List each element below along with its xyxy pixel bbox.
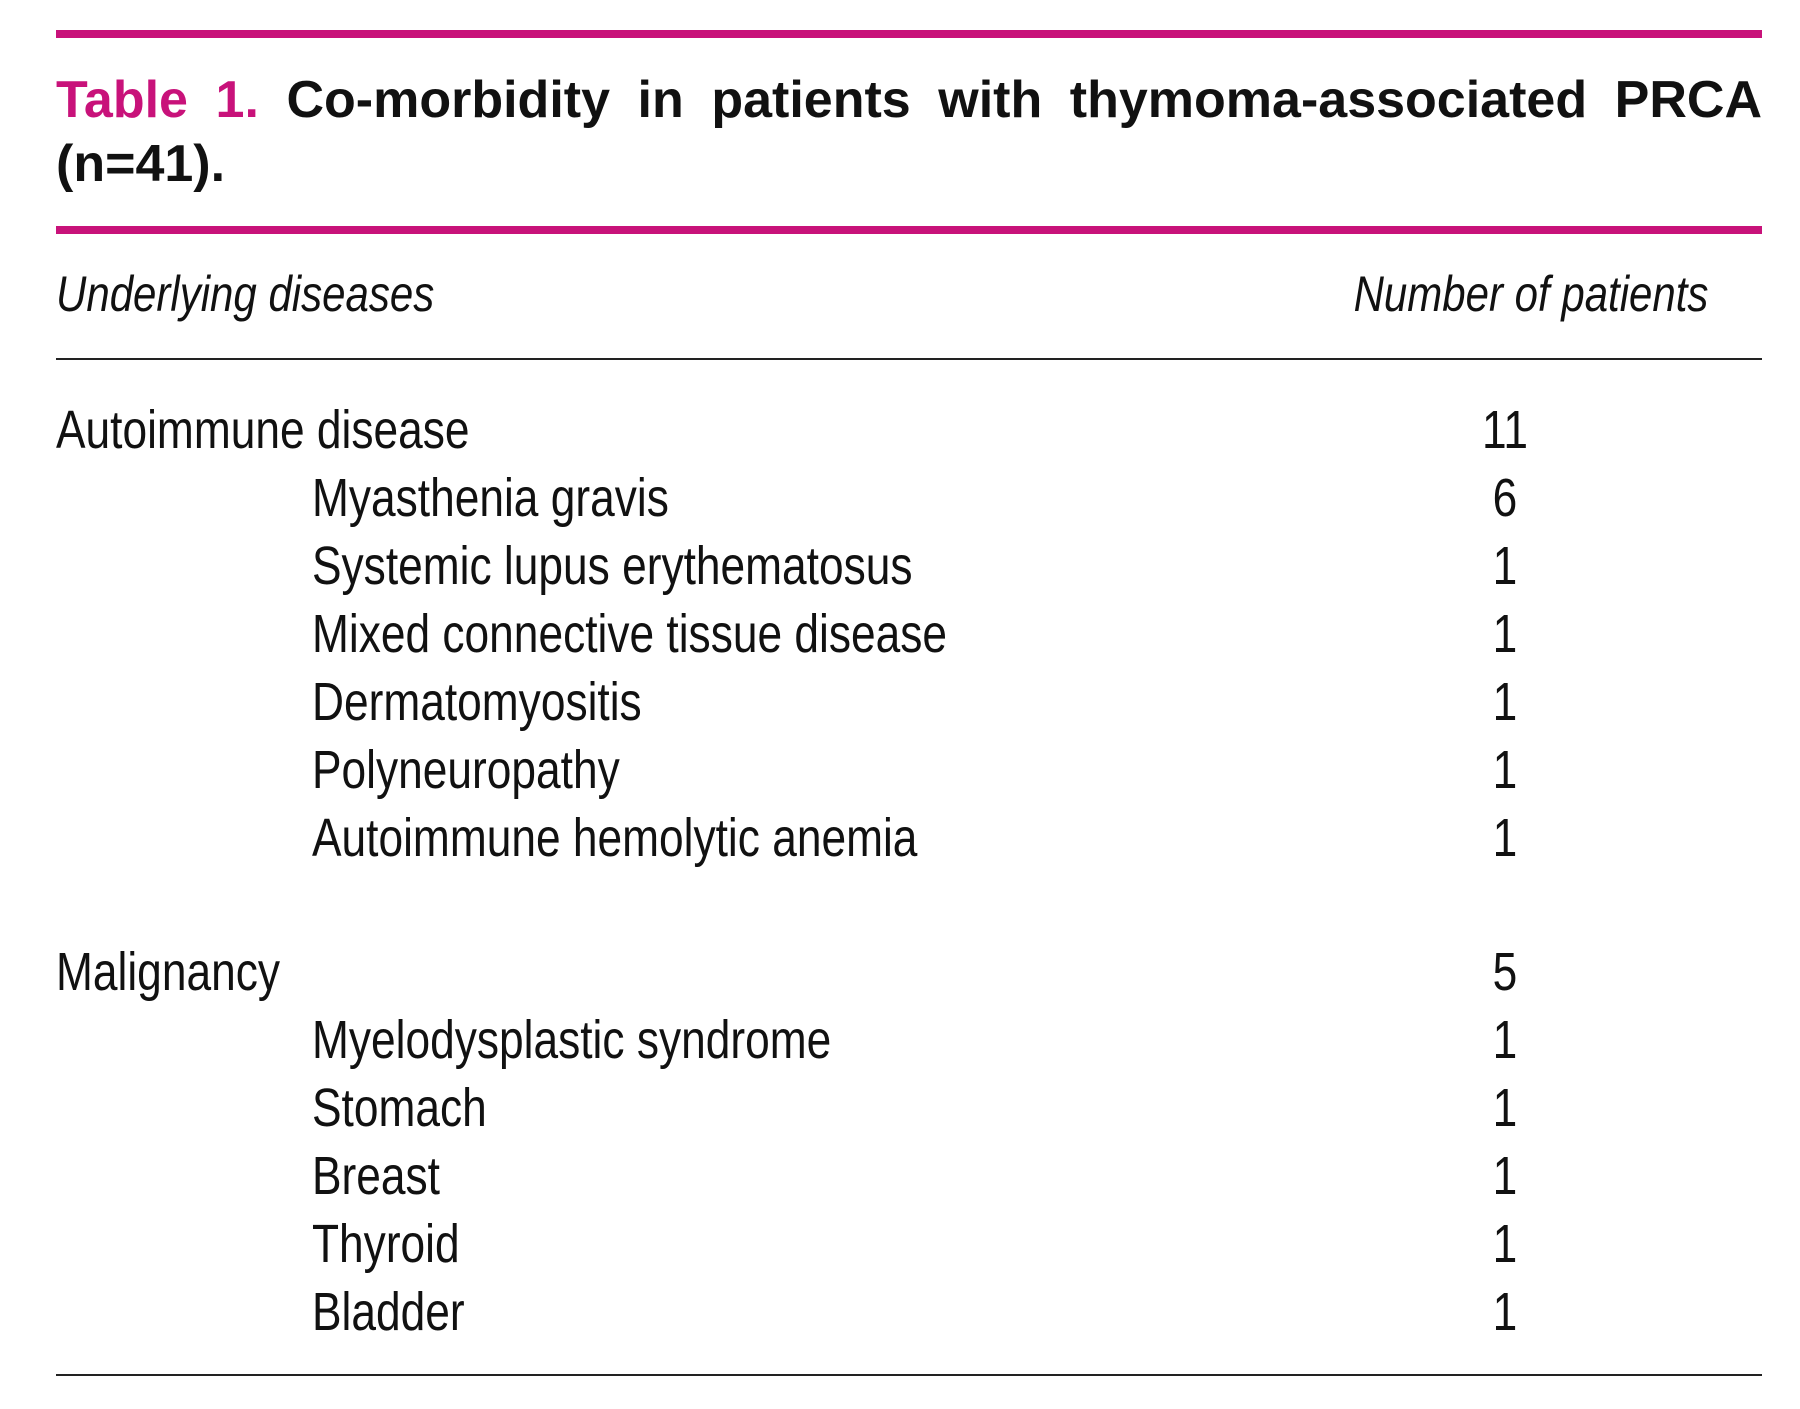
row-count: 1 bbox=[1492, 604, 1518, 664]
table-row bbox=[0, 600, 1800, 668]
column-header-diseases: Underlying diseases bbox=[56, 266, 435, 322]
top-accent-rule bbox=[56, 30, 1762, 38]
table-row bbox=[0, 1006, 1800, 1074]
row-count: 1 bbox=[1492, 740, 1518, 800]
group-count: 11 bbox=[1482, 400, 1528, 460]
row-label: Mixed connective tissue disease bbox=[312, 604, 948, 664]
row-label: Autoimmune hemolytic anemia bbox=[312, 808, 918, 868]
row-count: 1 bbox=[1492, 1214, 1518, 1274]
group-row-malignancy bbox=[0, 938, 1800, 1006]
table-row bbox=[0, 464, 1800, 532]
group-row-autoimmune bbox=[0, 396, 1800, 464]
table-row bbox=[0, 736, 1800, 804]
table-caption bbox=[56, 68, 1762, 196]
caption-bottom-rule bbox=[56, 226, 1762, 234]
row-label: Polyneuropathy bbox=[312, 740, 620, 800]
header-rule bbox=[56, 358, 1762, 360]
group-count: 5 bbox=[1492, 942, 1518, 1002]
column-header-count: Number of patients bbox=[1353, 266, 1708, 322]
row-label: Stomach bbox=[312, 1078, 487, 1138]
table-row bbox=[0, 668, 1800, 736]
row-label: Bladder bbox=[312, 1282, 465, 1342]
group-label: Autoimmune disease bbox=[56, 400, 470, 460]
row-count: 1 bbox=[1492, 672, 1518, 732]
table-row bbox=[0, 1074, 1800, 1142]
table-row bbox=[0, 1210, 1800, 1278]
row-label: Thyroid bbox=[312, 1214, 460, 1274]
row-count: 1 bbox=[1492, 1282, 1518, 1342]
table-row bbox=[0, 532, 1800, 600]
row-count: 1 bbox=[1492, 1146, 1518, 1206]
row-count: 1 bbox=[1492, 1078, 1518, 1138]
row-count: 1 bbox=[1492, 808, 1518, 868]
row-count: 1 bbox=[1492, 536, 1518, 596]
table-row bbox=[0, 804, 1800, 872]
table-title: Co-morbidity in patients with thymoma-associated PRCA (n=41). bbox=[56, 71, 1762, 193]
row-label: Myelodysplastic syndrome bbox=[312, 1010, 832, 1070]
row-label: Systemic lupus erythematosus bbox=[312, 536, 913, 596]
row-label: Myasthenia gravis bbox=[312, 468, 669, 528]
row-label: Breast bbox=[312, 1146, 440, 1206]
bottom-rule bbox=[56, 1374, 1762, 1376]
row-label: Dermatomyositis bbox=[312, 672, 642, 732]
table-row bbox=[0, 1278, 1800, 1346]
group-label: Malignancy bbox=[56, 942, 280, 1002]
row-count: 6 bbox=[1492, 468, 1518, 528]
row-count: 1 bbox=[1492, 1010, 1518, 1070]
table-label: Table 1. bbox=[56, 71, 259, 129]
table-row bbox=[0, 1142, 1800, 1210]
